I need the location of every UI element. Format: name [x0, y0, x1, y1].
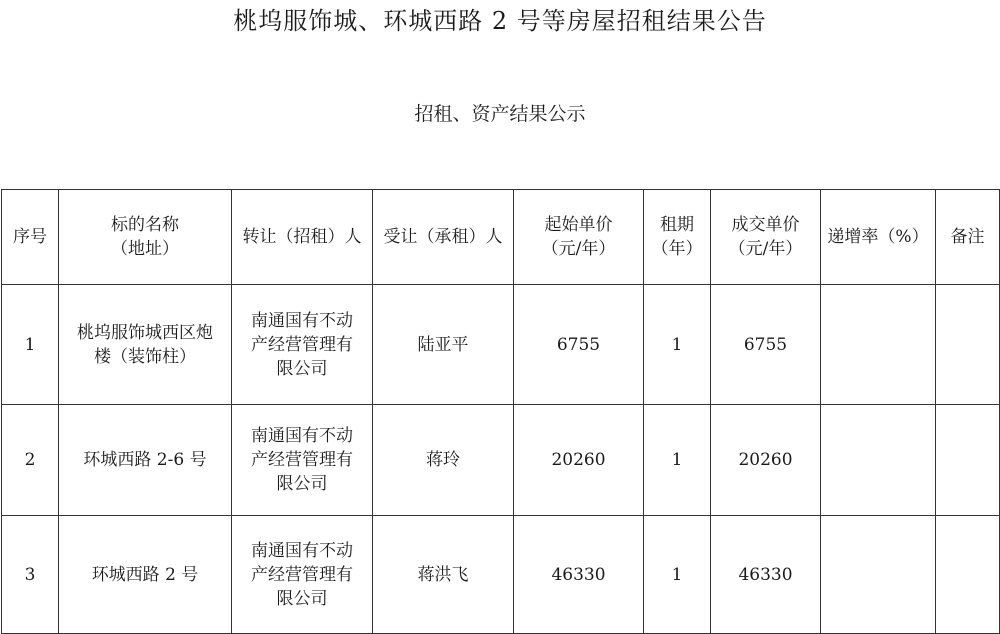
document-title: 桃坞服饰城、环城西路 2 号等房屋招租结果公告	[233, 7, 767, 35]
cell-start-price: 6755	[514, 285, 644, 405]
cell-remarks	[936, 405, 1000, 516]
cell-lessee: 蒋玲	[373, 405, 514, 516]
cell-index: 1	[2, 285, 59, 405]
cell-deal-price: 6755	[711, 285, 821, 405]
table-row	[2, 285, 1000, 405]
header-lessee: 受让（承租）人	[373, 190, 514, 285]
header-target: 标的名称 （地址）	[59, 190, 232, 285]
cell-index: 3	[2, 516, 59, 634]
cell-term: 1	[644, 285, 711, 405]
cell-lessor: 南通国有不动 产经营管理有 限公司	[232, 285, 373, 405]
cell-deal-price: 20260	[711, 405, 821, 516]
cell-term: 1	[644, 405, 711, 516]
header-term: 租期 （年）	[644, 190, 711, 285]
cell-lessor: 南通国有不动 产经营管理有 限公司	[232, 405, 373, 516]
header-start-price: 起始单价 （元/年）	[514, 190, 644, 285]
table-header-row	[2, 190, 1000, 285]
cell-lessee: 蒋洪飞	[373, 516, 514, 634]
header-lessor: 转让（招租）人	[232, 190, 373, 285]
cell-increase-rate	[821, 285, 936, 405]
cell-target: 环城西路 2 号	[59, 516, 232, 634]
cell-target: 桃坞服饰城西区炮 楼（装饰柱）	[59, 285, 232, 405]
table-row	[2, 405, 1000, 516]
cell-start-price: 46330	[514, 516, 644, 634]
cell-term: 1	[644, 516, 711, 634]
cell-lessor: 南通国有不动 产经营管理有 限公司	[232, 516, 373, 634]
cell-deal-price: 46330	[711, 516, 821, 634]
cell-remarks	[936, 285, 1000, 405]
document-subtitle: 招租、资产结果公示	[414, 103, 586, 125]
cell-remarks	[936, 516, 1000, 634]
cell-lessee: 陆亚平	[373, 285, 514, 405]
header-remarks: 备注	[936, 190, 1000, 285]
cell-start-price: 20260	[514, 405, 644, 516]
cell-index: 2	[2, 405, 59, 516]
result-table	[1, 189, 1000, 634]
header-increase-rate: 递增率（%）	[821, 190, 936, 285]
cell-increase-rate	[821, 405, 936, 516]
header-index: 序号	[2, 190, 59, 285]
table-row	[2, 516, 1000, 634]
cell-target: 环城西路 2-6 号	[59, 405, 232, 516]
cell-increase-rate	[821, 516, 936, 634]
header-deal-price: 成交单价 （元/年）	[711, 190, 821, 285]
